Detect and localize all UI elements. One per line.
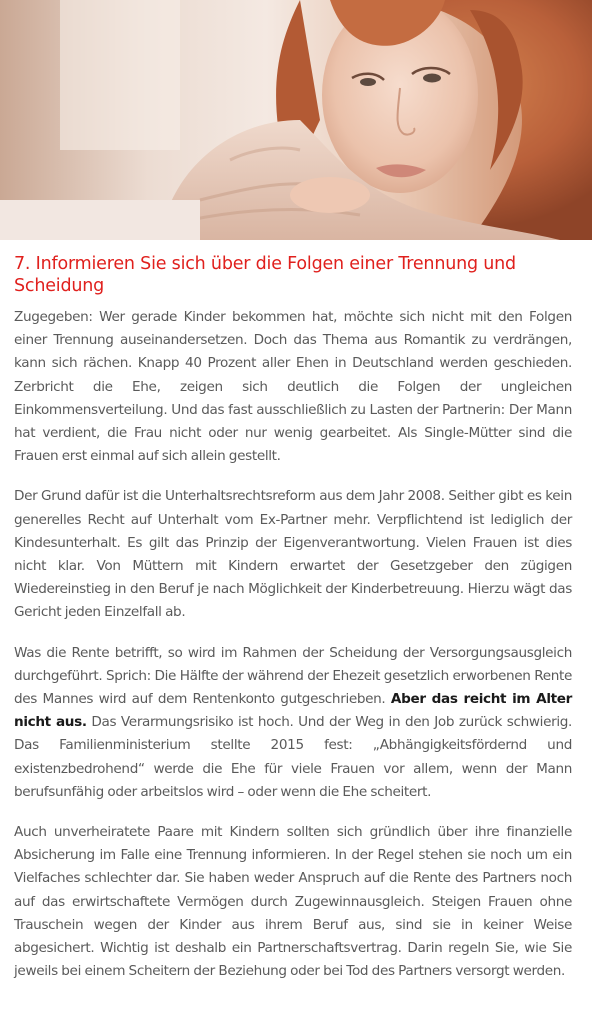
article-content — [14, 253, 572, 1000]
paragraph-3 — [14, 642, 572, 804]
paragraph-2: Der Grund dafür ist die Unterhaltsrechtsreform aus dem Jahr 2008. Seither gibt es kein generelles Recht auf Unterhalt vom Ex-Partner mehr. Verpflichtend ist lediglich der Kindesunterhalt. Es gilt das Prinzip der Eigenverantwortung. Vielen Frauen ist dies nicht klar. Von Müttern mit Kindern erwartet der Gesetzgeber den zügigen Wiedereinstieg in den Beruf je nach Möglichkeit der Kinderbetreuung. Hierzu wägt das Gericht jeden Einzelfall ab. — [14, 488, 572, 621]
hero-illustration — [0, 0, 592, 240]
paragraph-1: Zugegeben: Wer gerade Kinder bekommen hat, möchte sich nicht mit den Folgen einer Trennung auseinandersetzen. Doch das Thema aus Romantik zu verdrängen, kann sich rächen. Knapp 40 Prozent aller Ehen in Deutschland werden geschieden. Zerbricht die Ehe, zeigen sich deutlich die Folgen der ungleichen Einkommensverteilung. Und das fast ausschließlich zu Lasten der Partnerin: Der Mann hat verdient, die Frau nicht oder nur wenig gearbeitet. Als Single-Mütter sind die Frauen erst einmal auf sich allein gestellt. — [14, 309, 572, 465]
hero-image — [0, 0, 592, 240]
section-headline: 7. Informieren Sie sich über die Folgen einer Trennung und Scheidung — [14, 254, 516, 296]
paragraph-3-text-end: Das Verarmungsrisiko ist hoch. Und der Weg in den Job zurück schwierig. Das Familienministerium stellte 2015 fest: „Abhängigkeitsfördernd und existenzbedrohend“ werde die Ehe für viele Frauen vor allem, wenn der Mann berufsunfähig oder arbeitslos wird – oder wenn die Ehe scheitert. — [14, 714, 572, 800]
paragraph-3-bold-text: Aber das reicht im Alter nicht aus. — [14, 691, 572, 731]
paragraph-4: Auch unverheiratete Paare mit Kindern sollten sich gründlich über ihre finanzielle Absicherung im Falle eine Trennung informieren. In der Regel stehen sie noch um ein Vielfaches schlechter dar. Sie haben weder Anspruch auf die Rente des Partners noch auf das erwirtschaftete Vermögen durch Zugewinnausgleich. Steigen Frauen ohne Trauschein wegen der Kinder aus ihrem Beruf aus, sind sie in keiner Weise abgesichert. Wichtig ist deshalb ein Partnerschaftsvertrag. Darin regeln Sie, wie Sie jeweils bei einem Scheitern der Beziehung oder bei Tod des Partners versorgt werden. — [14, 824, 572, 980]
paragraph-3-text-start: Was die Rente betrifft, so wird im Rahmen der Scheidung der Versorgungsausgleich durchgeführt. Sprich: Die Hälfte der während der Ehezeit gesetzlich erworbenen Rente des Mannes wird auf dem Rentenkonto gutgeschrieben. — [14, 644, 572, 708]
